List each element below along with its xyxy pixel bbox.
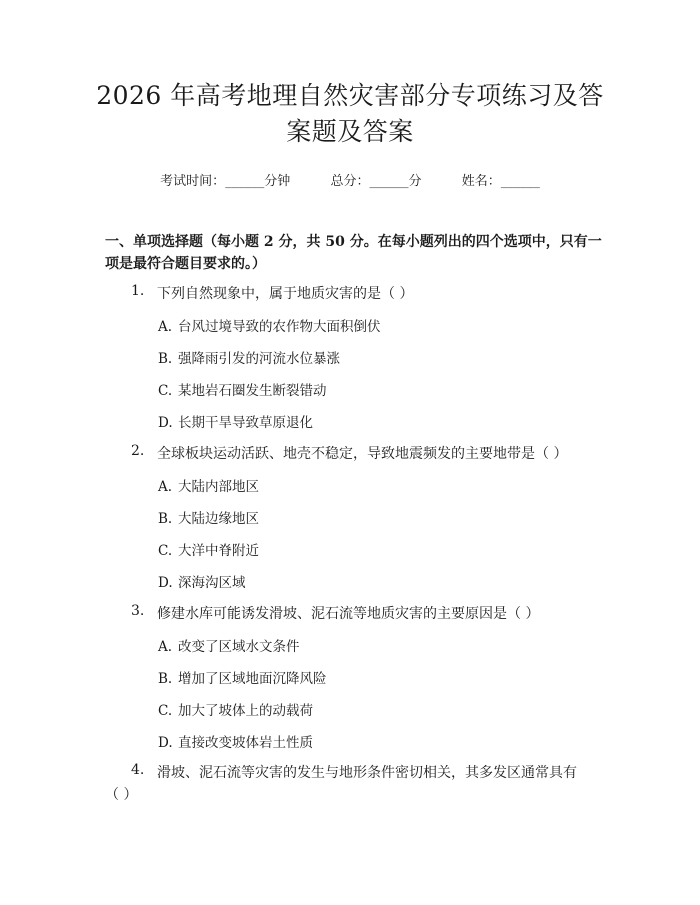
option-letter: B. (158, 511, 173, 527)
option-letter: B. (158, 671, 173, 687)
option-2d (158, 571, 246, 591)
option-text: 大陆边缘地区 (178, 511, 259, 527)
option-text: 深海沟区域 (178, 575, 246, 591)
option-text: 长期干旱导致草原退化 (178, 415, 313, 431)
score-unit: 分 (408, 174, 422, 189)
option-text: 某地岩石圈发生断裂错动 (178, 383, 327, 399)
score-label: 总分： (330, 174, 370, 189)
question-text-line-1: 滑坡、泥石流等灾害的发生与地形条件密切相关，其多发区通常具有 (157, 765, 577, 781)
option-text: 大洋中脊附近 (178, 543, 259, 559)
question-text-line-2: （ ） (105, 787, 138, 803)
question-text: 下列自然现象中，属于地质灾害的是（ ） (157, 286, 414, 302)
time-unit: 分钟 (264, 174, 291, 189)
question-number: 3. (131, 603, 145, 619)
section-heading: 一、单项选择题（每小题 2 分，共 50 分。在每小题列出的四个选项中，只有一项是最符合题目要求的。） (105, 234, 602, 272)
document-title (60, 78, 640, 150)
option-1d (158, 411, 313, 431)
time-label: 考试时间： (160, 174, 226, 189)
exam-info-line (0, 170, 700, 189)
time-blank: ______ (225, 174, 265, 189)
question-number: 2. (131, 443, 145, 459)
option-letter: D. (158, 735, 173, 751)
option-1c (158, 379, 327, 399)
option-2b (158, 507, 259, 527)
question-number: 1. (131, 283, 145, 299)
name-label: 姓名： (461, 174, 501, 189)
option-text: 直接改变坡体岩土性质 (178, 735, 313, 751)
title-line-1: 2026 年高考地理自然灾害部分专项练习及答 (96, 81, 604, 110)
option-text: 台风过境导致的农作物大面积倒伏 (178, 319, 381, 335)
option-letter: D. (158, 415, 173, 431)
name-blank: ______ (500, 174, 540, 189)
option-3a (158, 635, 300, 655)
option-text: 加大了坡体上的动载荷 (178, 703, 313, 719)
question-text: 全球板块运动活跃、地壳不稳定，导致地震频发的主要地带是（ ） (157, 446, 568, 462)
option-1a (158, 315, 381, 335)
title-line-2: 案题及答案 (286, 117, 414, 146)
option-letter: D. (158, 575, 173, 591)
question-4-continued (105, 784, 137, 804)
option-letter: C. (158, 703, 173, 719)
option-text: 增加了区域地面沉降风险 (178, 671, 327, 687)
option-2c (158, 539, 259, 559)
option-3d (158, 731, 313, 751)
option-text: 大陆内部地区 (178, 479, 259, 495)
option-1b (158, 347, 340, 367)
option-text: 强降雨引发的河流水位暴涨 (178, 351, 340, 367)
option-letter: C. (158, 543, 173, 559)
option-letter: A. (158, 479, 173, 495)
score-blank: ______ (369, 174, 409, 189)
option-2a (158, 475, 259, 495)
question-text: 修建水库可能诱发滑坡、泥石流等地质灾害的主要原因是（ ） (157, 606, 540, 622)
option-letter: C. (158, 383, 173, 399)
option-letter: A. (158, 319, 173, 335)
question-number: 4. (131, 762, 145, 778)
option-text: 改变了区域水文条件 (178, 639, 300, 655)
option-letter: B. (158, 351, 173, 367)
option-letter: A. (158, 639, 173, 655)
option-3c (158, 699, 313, 719)
option-3b (158, 667, 327, 687)
